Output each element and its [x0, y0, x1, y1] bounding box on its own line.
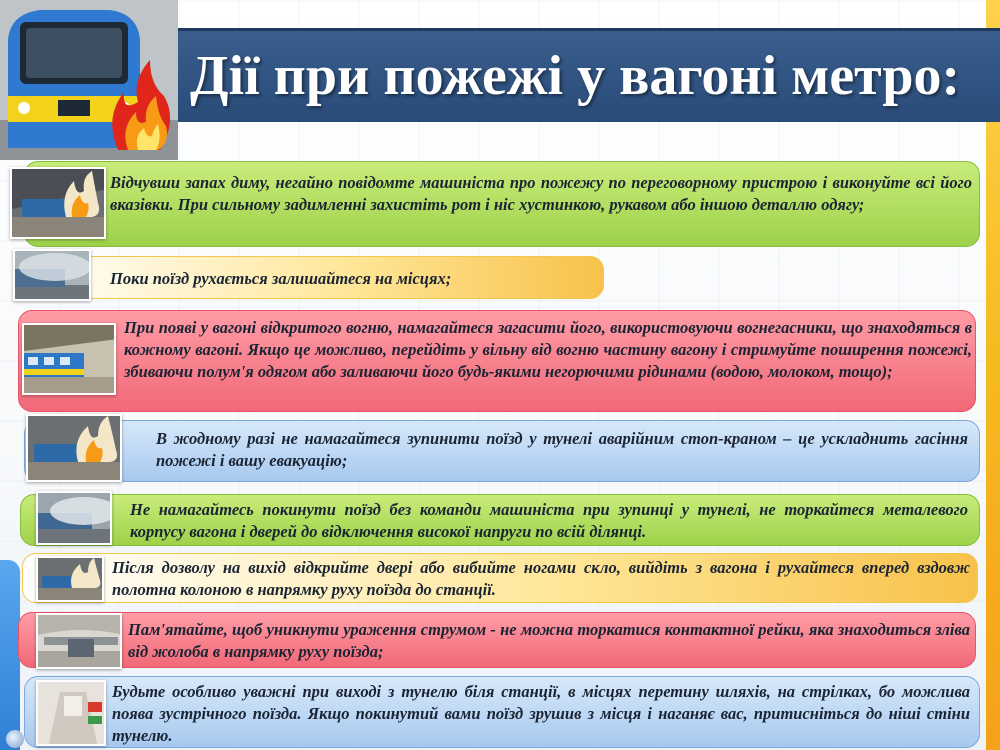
item-text: Після дозволу на вихід відкрийте двері або вибийте ногами скло, вийдіть з вагона і рухайтеся вперед вздовж полотна колоною в напрямку руху поїзда до станції. [112, 558, 970, 599]
item-text: Поки поїзд рухається залишайтеся на місцях; [110, 269, 452, 288]
item-text: Відчувши запах диму, негайно повідомте машиніста про пожежу по переговорному пристрою і виконуйте всі його вказівки. При сильному задимленні захистіть рот і ніс хустинкою, рукавом або іншою деталлю одягу; [110, 173, 972, 214]
metro-platform-fire-photo [10, 167, 106, 239]
smoky-tunnel-photo [36, 491, 112, 545]
item-text: При появі у вагоні відкритого вогню, намагайтеся загасити його, використовуючи вогнегасники, що знаходяться в кожному вагоні. Якщо це можливо, перейдіть у вільну від вогню частину вагону і стримуйте поширення пожежі, збиваючи полум'я одягом або заливаючи його будь-якими негорючими рідинами (водою, молоком, тощо); [124, 318, 972, 381]
metro-platform-fire-photo [26, 414, 122, 482]
slide-title: Дії при пожежі у вагоні метро: [190, 45, 961, 107]
metro-platform-fire-photo [36, 556, 104, 602]
navigation-icon[interactable] [6, 730, 24, 748]
item-text: В жодному разі не намагайтеся зупинити поїзд у тунелі аварійним стоп-краном – це ускладнить гасіння пожежі і вашу евакуацію; [156, 429, 968, 470]
metro-train-fire-image [0, 0, 178, 160]
item-text: Пам'ятайте, щоб уникнути ураження струмом - не можна торкатися контактної рейки, яка знаходиться зліва від жолоба в напрямку руху поїзда; [128, 620, 970, 661]
left-accent-bar [0, 560, 20, 750]
tunnel-passage-photo [36, 680, 106, 746]
item-text: Не намагайтесь покинути поїзд без команди машиніста при зупинці у тунелі, не торкайтеся металевого корпусу вагона і дверей до відключення високої напруги по всій ділянці. [130, 500, 968, 541]
item-text: Будьте особливо уважні при виході з тунелю біля станції, в місцях перетину шляхів, на стрілках, бо можлива поява зустрічного поїзда. Якщо покинутий вами поїзд зрушив з місця і наганяє вас, притисніться до ніші стіни тунелю. [112, 682, 970, 745]
smoky-tunnel-photo [13, 249, 91, 301]
metro-train-platform-photo [22, 323, 116, 395]
metro-station-hall-photo [36, 613, 122, 669]
